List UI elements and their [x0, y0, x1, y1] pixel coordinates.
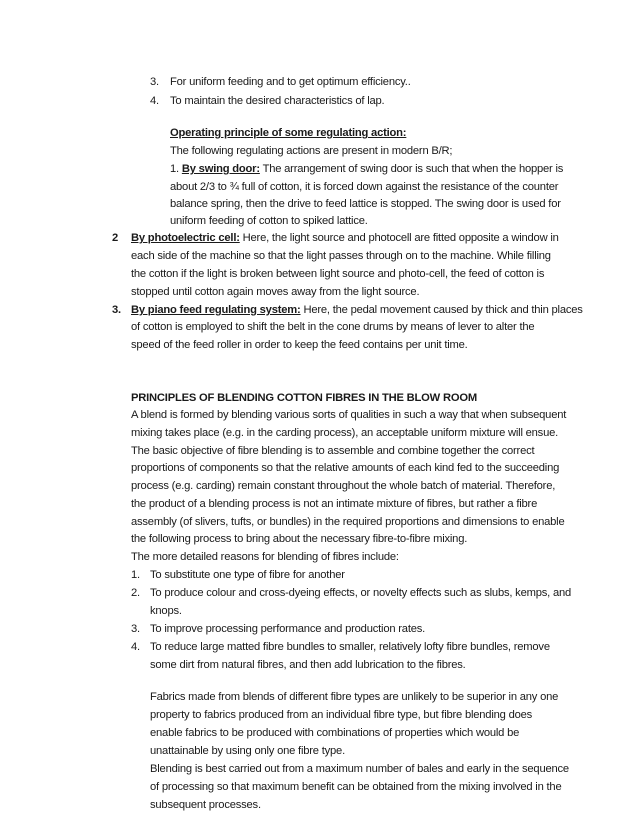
list-number: 2.	[131, 587, 140, 599]
list-item-text: To produce colour and cross-dyeing effects, or novelty effects such as slubs, kemps, and	[150, 587, 572, 599]
inline-label: By photoelectric cell:	[131, 232, 240, 244]
swing-door-line	[170, 162, 563, 176]
blending-heading: PRINCIPLES OF BLENDING COTTON FIBRES IN THE BLOW ROOM	[131, 392, 477, 404]
list-number: 1.	[170, 163, 179, 175]
paragraph-line: Blending is best carried out from a maximum number of bales and early in the sequence	[150, 763, 569, 775]
paragraph-line: enable fabrics to be produced with combinations of properties which would be	[150, 727, 520, 739]
paragraph-line: balance spring, then the drive to feed lattice is stopped. The swing door is used for	[170, 198, 561, 210]
list-number: 4.	[131, 641, 140, 653]
paragraph-line: subsequent processes.	[150, 799, 261, 811]
photocell-line	[131, 231, 559, 245]
list-number: 4.	[150, 95, 159, 107]
list-item-text: To maintain the desired characteristics of lap.	[170, 95, 385, 107]
paragraph-line: The more detailed reasons for blending of fibres include:	[131, 551, 399, 563]
paragraph-line: A blend is formed by blending various sorts of qualities in such a way that when subsequent	[131, 409, 567, 421]
paragraph-line: mixing takes place (e.g. in the carding process), an acceptable uniform mixture will ensue.	[131, 427, 559, 439]
paragraph-line: speed of the feed roller in order to keep the feed contains per unit time.	[131, 339, 468, 351]
list-item-text: For uniform feeding and to get optimum efficiency..	[170, 76, 411, 88]
paragraph-line: uniform feeding of cotton to spiked lattice.	[170, 215, 368, 227]
inline-label: By swing door:	[181, 163, 260, 175]
list-item-text: To reduce large matted fibre bundles to smaller, relatively lofty fibre bundles, remove	[150, 641, 550, 653]
paragraph-line: about 2/3 to ¾ full of cotton, it is forced down against the resistance of the counter	[170, 181, 559, 193]
paragraph-line: unattainable by using only one fibre type.	[150, 745, 345, 757]
section-heading: Operating principle of some regulating action:	[170, 127, 407, 139]
inline-label: By piano feed regulating system:	[131, 304, 301, 316]
paragraph-line: the product of a blending process is not an intimate mixture of fibres, but rather a fibre	[131, 498, 538, 510]
paragraph-line: the cotton if the light is broken between light source and photo-cell, the feed of cotton is	[131, 268, 545, 280]
paragraph-line: of cotton is employed to shift the belt in the cone drums by means of lever to alter the	[131, 321, 535, 333]
paragraph-line: of processing so that maximum benefit can be obtained from the mixing involved in the	[150, 781, 562, 793]
paragraph-line: proportions of components so that the relative amounts of each kind fed to the succeeding	[131, 462, 560, 474]
paragraph-text: Here, the light source and photocell are fitted opposite a window in	[239, 232, 559, 244]
list-number: 1.	[131, 569, 140, 581]
paragraph-line: process (e.g. carding) remain constant throughout the whole batch of material. Therefore,	[131, 480, 556, 492]
paragraph-line: the following process to bring about the necessary fibre-to-fibre mixing.	[131, 533, 468, 545]
list-item-text: some dirt from natural fibres, and then add lubrication to the fibres.	[150, 659, 466, 671]
list-number: 3.	[112, 304, 121, 316]
paragraph-line: property to fabrics produced from an individual fibre type, but fibre blending does	[150, 709, 533, 721]
list-number: 3.	[150, 76, 159, 88]
paragraph-line: stopped until cotton again moves away from the light source.	[131, 286, 420, 298]
list-number: 3.	[131, 623, 140, 635]
list-item-text: To substitute one type of fibre for another	[150, 569, 345, 581]
paragraph-text: Here, the pedal movement caused by thick and thin places	[300, 304, 583, 316]
piano-line	[131, 303, 583, 317]
list-item-text: knops.	[150, 605, 182, 617]
paragraph-line: Fabrics made from blends of different fibre types are unlikely to be superior in any one	[150, 691, 559, 703]
paragraph-line: The following regulating actions are present in modern B/R;	[170, 145, 453, 157]
paragraph-line: assembly (of slivers, tufts, or bundles) in the required proportions and dimensions to enable	[131, 516, 565, 528]
list-number: 2	[112, 232, 119, 244]
list-item-text: To improve processing performance and production rates.	[150, 623, 426, 635]
paragraph-line: each side of the machine so that the light passes through on to the machine. While filling	[131, 250, 551, 262]
paragraph-line: The basic objective of fibre blending is to assemble and combine together the correct	[131, 445, 535, 457]
paragraph-text: The arrangement of swing door is such that when the hopper is	[259, 163, 564, 175]
